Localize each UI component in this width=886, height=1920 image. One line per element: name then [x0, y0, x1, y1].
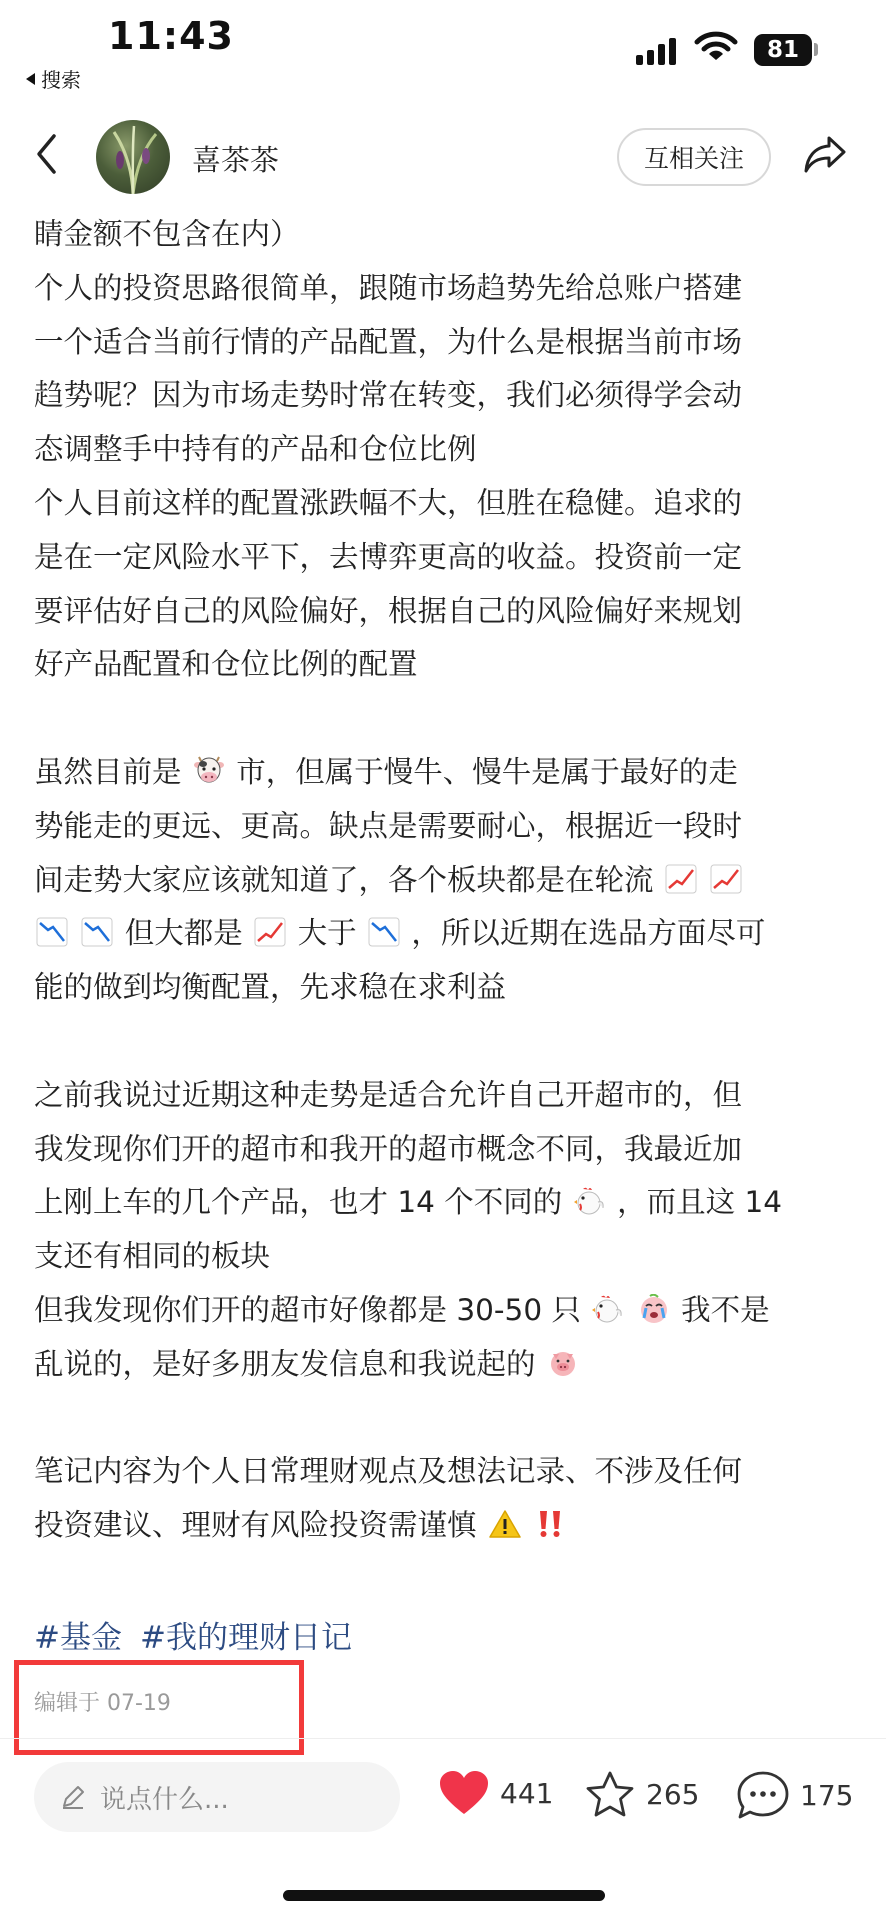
back-arrow-icon[interactable]: [34, 132, 58, 176]
chart-decreasing-icon: [368, 917, 400, 947]
text-span: 但我发现你们开的超市好像都是 30-50 只: [34, 1292, 581, 1327]
text-span: 但大都是: [124, 916, 243, 951]
double-exclamation-icon: [535, 1509, 565, 1539]
warning-icon: [488, 1509, 522, 1539]
text-span: 大于: [297, 916, 357, 951]
pencil-icon: [60, 1784, 86, 1810]
text-line: 支还有相同的板块: [34, 1239, 271, 1274]
heart-icon: [438, 1770, 490, 1816]
paragraph-2: [34, 746, 854, 1015]
battery-tip: [814, 43, 818, 56]
like-count: 441: [500, 1776, 554, 1810]
text-line: 是在一定风险水平下，去博弈更高的收益。投资前一定: [34, 539, 743, 574]
text-line: 一个适合当前行情的产品配置，为什么是根据当前市场: [34, 324, 743, 359]
star-icon: [584, 1770, 636, 1818]
battery-icon: [754, 34, 812, 66]
tag-link[interactable]: #基金: [34, 1620, 122, 1656]
text-span: 乱说的，是好多朋友发信息和我说起的: [34, 1346, 536, 1381]
pig-face-icon: [547, 1348, 579, 1378]
text-line: 个人的投资思路很简单，跟随市场趋势先给总账户搭建: [34, 270, 743, 305]
paragraph-1: [34, 208, 854, 692]
collect-button[interactable]: [584, 1770, 699, 1818]
battery-level: 81: [766, 37, 799, 63]
back-triangle-icon: [26, 73, 35, 85]
text-line: 要评估好自己的风险偏好，根据自己的风险偏好来规划: [34, 593, 743, 628]
text-line: [34, 746, 854, 800]
text-line: 能的做到均衡配置，先求稳在求利益: [34, 970, 507, 1005]
follow-button[interactable]: 互相关注: [617, 128, 771, 186]
text-line: [34, 907, 854, 961]
back-to-app-link[interactable]: [26, 64, 81, 93]
text-span: ，所以近期在选品方面尽可: [411, 916, 766, 951]
text-line: [34, 1499, 854, 1553]
paragraph-4: [34, 1445, 854, 1553]
highlight-annotation-box: [14, 1660, 304, 1755]
text-span: 投资建议、理财有风险投资需谨慎: [34, 1508, 477, 1543]
text-line: 睛金额不包含在内）: [34, 217, 300, 251]
cow-face-icon: [193, 756, 225, 786]
text-span: 虽然目前是: [34, 754, 182, 789]
chart-increasing-icon: [710, 864, 742, 894]
chicken-icon: [574, 1186, 606, 1216]
chicken-icon: [592, 1294, 624, 1324]
tag-link[interactable]: #我的理财日记: [139, 1620, 352, 1656]
text-line: 态调整手中持有的产品和仓位比例: [34, 432, 477, 467]
chart-increasing-icon: [665, 864, 697, 894]
chart-decreasing-icon: [36, 917, 68, 947]
share-icon[interactable]: [803, 134, 847, 174]
back-to-app-label: 搜索: [41, 68, 81, 92]
comment-count: 175: [800, 1778, 854, 1812]
note-body: [34, 208, 854, 1553]
comment-placeholder: 说点什么...: [100, 1784, 229, 1815]
text-line: [34, 1176, 854, 1230]
author-avatar[interactable]: [96, 120, 170, 194]
edit-date: 编辑于 07-19: [34, 1691, 171, 1716]
crying-face-icon: [638, 1294, 670, 1324]
avatar-plant-icon: [96, 120, 170, 194]
text-span: 市，但属于慢牛、慢牛是属于最好的走: [236, 754, 738, 789]
text-line: 个人目前这样的配置涨跌幅不大，但胜在稳健。追求的: [34, 485, 743, 520]
text-line: [34, 1284, 854, 1338]
text-line: 好产品配置和仓位比例的配置: [34, 647, 418, 682]
text-line: 笔记内容为个人日常理财观点及想法记录、不涉及任何: [34, 1454, 743, 1489]
like-button[interactable]: [438, 1770, 553, 1816]
status-time: 11:43: [108, 14, 234, 58]
text-line: 势能走的更远、更高。缺点是需要耐心，根据近一段时: [34, 808, 743, 843]
wifi-icon: [694, 30, 738, 64]
text-span: 上刚上车的几个产品，也才 14 个不同的: [34, 1185, 563, 1220]
text-span: 间走势大家应该就知道了，各个板块都是在轮流: [34, 862, 654, 897]
bottom-divider: [0, 1738, 886, 1739]
text-line: [34, 1338, 854, 1392]
text-span: 我不是: [681, 1292, 770, 1327]
text-line: 趋势呢？因为市场走势时常在转变，我们必须得学会动: [34, 378, 743, 413]
text-line: 我发现你们开的超市和我开的超市概念不同，我最近加: [34, 1131, 743, 1166]
tag-list: [34, 1612, 352, 1657]
text-span: ，而且这 14: [617, 1185, 782, 1220]
comment-bubble-icon: [736, 1770, 790, 1820]
text-line: 之前我说过近期这种走势是适合允许自己开超市的，但: [34, 1077, 743, 1112]
text-line: [34, 854, 854, 908]
cellular-signal-icon: [636, 38, 676, 65]
home-indicator[interactable]: [283, 1890, 605, 1901]
chart-increasing-icon: [254, 917, 286, 947]
paragraph-3: [34, 1069, 854, 1392]
author-name[interactable]: 喜茶茶: [192, 143, 280, 177]
chart-decreasing-icon: [81, 917, 113, 947]
comment-input[interactable]: [34, 1762, 400, 1832]
comment-button[interactable]: [736, 1770, 853, 1820]
collect-count: 265: [646, 1777, 700, 1811]
